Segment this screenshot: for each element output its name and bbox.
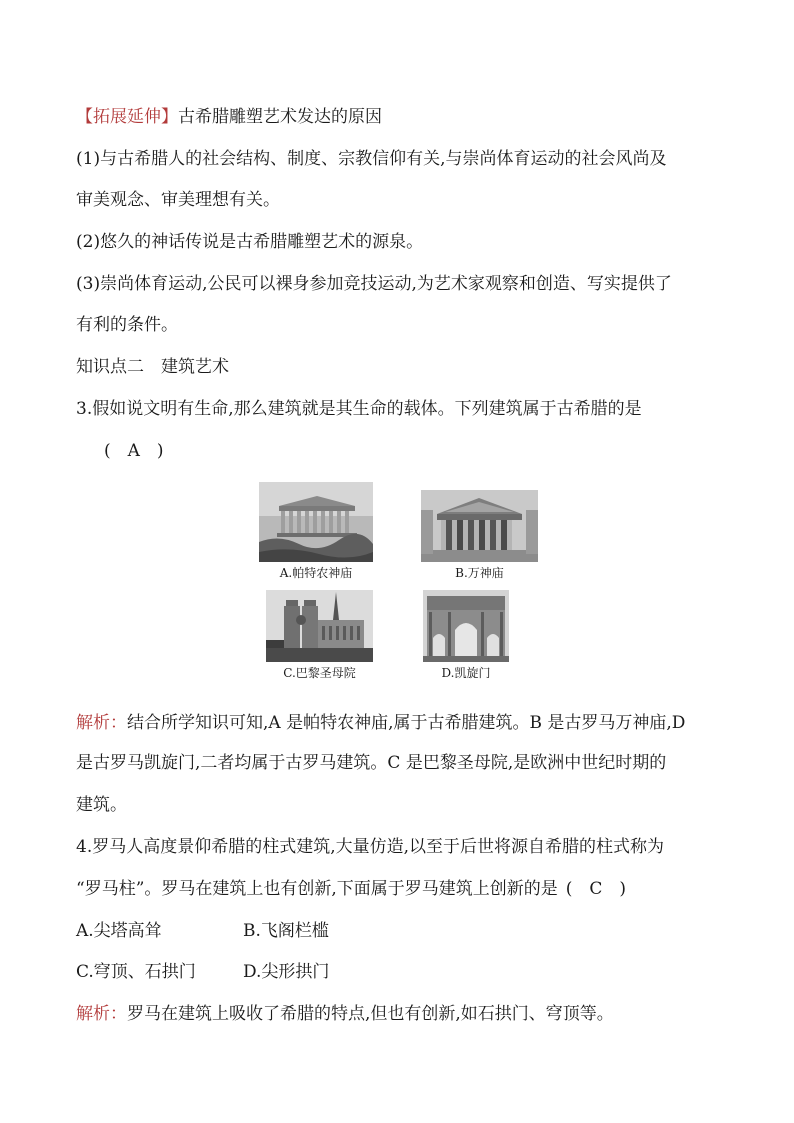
- option-d: D.尖形拱门: [243, 962, 330, 982]
- notre-dame-photo: [266, 590, 373, 662]
- extension-heading: [76, 106, 382, 128]
- question-3-stem: 3.假如说文明有生命,那么建筑就是其生命的载体。下列建筑属于古希腊的是: [76, 399, 642, 419]
- extension-title: 古希腊雕塑艺术发达的原因: [178, 107, 382, 127]
- extension-point-1-line-1: (1)与古希腊人的社会结构、制度、宗教信仰有关,与崇尚体育运动的社会风尚及: [76, 149, 667, 169]
- section-heading: 知识点二 建筑艺术: [76, 357, 229, 377]
- caption-b: B.万神庙: [455, 566, 504, 580]
- question-4-analysis: [76, 1003, 614, 1025]
- extension-point-2: (2)悠久的神话传说是古希腊雕塑艺术的源泉。: [76, 232, 424, 252]
- option-c: C.穹顶、石拱门: [76, 962, 196, 982]
- question-4-stem-text: “罗马柱”。罗马在建筑上也有创新,下面属于罗马建筑上创新的是: [76, 879, 558, 899]
- caption-d: D.凯旋门: [441, 666, 491, 680]
- question-4-stem-line-1: 4.罗马人高度景仰希腊的柱式建筑,大量仿造,以至于后世将源自希腊的柱式称为: [76, 837, 665, 857]
- extension-point-3-line-2: 有利的条件。: [76, 315, 178, 335]
- option-b: B.飞阁栏槛: [243, 921, 329, 941]
- parthenon-photo: [259, 482, 373, 562]
- extension-tag: 【拓展延伸】: [76, 107, 178, 127]
- caption-c: C.巴黎圣母院: [283, 666, 356, 680]
- pantheon-photo: [421, 490, 538, 562]
- arch-photo: [423, 590, 509, 662]
- question-4-stem-line-2: [76, 878, 626, 900]
- question-3-analysis-line-3: 建筑。: [76, 795, 127, 815]
- question-3-analysis-line-2: 是古罗马凯旋门,二者均属于古罗马建筑。C 是巴黎圣母院,是欧洲中世纪时期的: [76, 753, 667, 773]
- extension-point-3-line-1: (3)崇尚体育运动,公民可以裸身参加竞技运动,为艺术家观察和创造、写实提供了: [76, 274, 672, 294]
- extension-point-1-line-2: 审美观念、审美理想有关。: [76, 190, 280, 210]
- analysis-text: 结合所学知识可知,A 是帕特农神庙,属于古希腊建筑。B 是古罗马万神庙,D: [127, 713, 686, 733]
- question-3-answer: ( A ): [104, 441, 164, 461]
- caption-a: A.帕特农神庙: [279, 566, 353, 580]
- analysis-label: 解析：: [76, 1004, 127, 1024]
- analysis-text: 罗马在建筑上吸收了希腊的特点,但也有创新,如石拱门、穹顶等。: [127, 1004, 614, 1024]
- question-4-answer: ( C ): [565, 879, 627, 899]
- question-3-analysis-line-1: [76, 712, 685, 734]
- option-a: A.尖塔高耸: [76, 921, 162, 941]
- analysis-label: 解析：: [76, 713, 127, 733]
